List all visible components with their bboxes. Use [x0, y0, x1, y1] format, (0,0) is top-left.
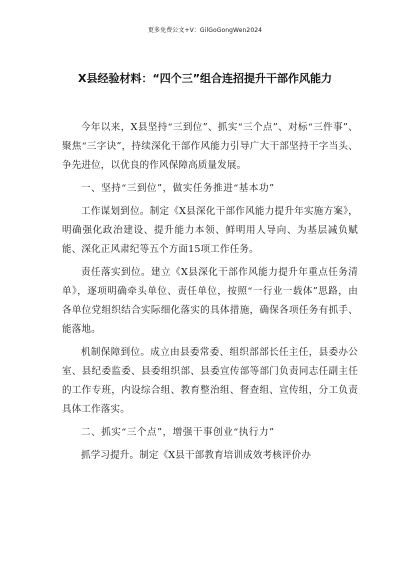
- body-paragraph: 抓学习提升。制定《X县干部教育培训成效考核评价办: [81, 450, 312, 461]
- body-paragraph: 机制保障到位。成立由县委常委、组织部部长任主任，县委办公室、县纪委监委、县委组织部、县委宣传部等部门负责同志任副主任的工作专班，内设综合组、教育整治组、督查组、宣传组，分工负责具体工作落实。: [62, 347, 358, 415]
- section-heading: 一、坚持“三到位”，做实任务推进“基本功”: [81, 183, 275, 194]
- body-paragraph: 责任落实到位。建立《X县深化干部作风能力提升年重点任务清单》，逐项明确牵头单位、责任单位，按照“一行业一载体”思路，由各单位党组织结合实际细化落实的具体措施，确保各项任务有抓手、能落地。: [62, 267, 358, 335]
- body-paragraph: 工作谋划到位。制定《X县深化干部作风能力提升年实施方案》，明确强化政治建设、提升能力本领、鲜明用人导向、为基层减负赋能、深化正风肃纪等五个方面15项工作任务。: [62, 206, 358, 255]
- document-body: [62, 118, 358, 469]
- body-paragraph: 今年以来，X县坚持“三到位”、抓实“三个点”、对标“三件事”、聚焦“三字诀”，持续深化干部作风能力引导广大干部坚持干字当头、争先进位，以优良的作风保障高质量发展。: [62, 122, 358, 171]
- section-heading: 二、抓实“三个点”，增强干事创业“执行力”: [81, 427, 275, 438]
- header-note: 更多免费公文+V：GilGoGongWen2024: [147, 27, 263, 34]
- document-title: X县经验材料：“四个三”组合连招提升干部作风能力: [78, 72, 332, 85]
